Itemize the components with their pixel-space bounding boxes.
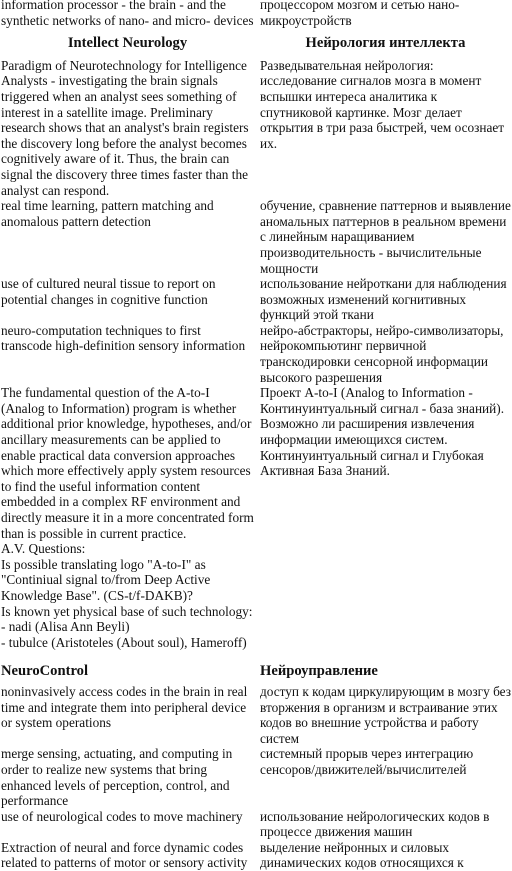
row-text-en: use of neurological codes to move machinery [1,808,243,824]
row-text-en: neuro-computation techniques to first transcode high-definition sensory information [1,322,246,354]
table-row [0,276,512,323]
table-row [0,58,512,198]
row-text-ru: Проект A-to-I (Analog to Information - Континуинтуальный сигнал - база знаний). Возможно ли расширения извлечения информации имеющихся систем. Континуинтуальный сигнал и Глубокая Активная База Знаний. [260,385,508,479]
section-title-en: NeuroControl [1,663,89,680]
section-title-ru: Нейрология интеллекта [305,35,466,52]
table-row [0,746,512,808]
row-text-ru: обучение, сравнение паттернов и выявление аномальных паттернов в реальном времени с линейным наращиванием производительность - вычислительные мощности [260,198,511,276]
table-row [0,323,512,385]
row-text-ru: системный прорыв через интеграцию сенсоров/движителей/вычислителей [260,746,477,777]
row-text-ru: доступ к кодам циркулирующим в мозгу без вторжения в организм и встраивание этих кодов во внешние устройства и работу систем [260,683,511,746]
table-row [0,684,512,746]
section-heading-row [0,662,512,684]
row-text-en: Paradigm of Neurotechnology for Intelligence Analysts - investigating the brain signals triggered when an analyst sees something of interest in a satellite image. Preliminary research shows that an analyst's brain registers the discovery long before the analyst becomes cognitively aware of it. Thus, the brain can signal the discovery three times faster than the analyst can respond. [1,57,252,198]
intro-row [0,0,512,28]
table-row [0,385,512,650]
row-text-ru: использование нейрологических кодов в процессе движения машин [260,808,493,840]
row-text-en: Extraction of neural and force dynamic codes related to patterns of motor or sensory activity [1,839,248,871]
row-text-en: merge sensing, actuating, and computing in order to realize new systems that bring enhanced levels of perception, control, and performance [1,746,236,809]
row-text-en: real time learning, pattern matching and anomalous pattern detection [1,198,217,229]
row-text-en: noninvasively access codes in the brain in real time and integrate them into peripheral device or system operations [1,683,251,731]
row-text-ru: выделение нейронных и силовых динамических кодов относящихся к [260,839,464,871]
table-row [0,809,512,840]
section-title-ru: Нейроуправление [260,663,378,680]
row-text-en: use of cultured neural tissue to report on potential changes in cognitive function [1,276,219,307]
row-text-ru: использование нейроткани для наблюдения возможных изменений когнитивных функций этой ткани [260,276,510,323]
row-text-ru: нейро-абстракторы, нейро-символизаторы, нейрокомпьютинг первичной транскодировки сенсорной информации высокого разрешения [260,322,507,385]
table-row [0,840,512,871]
section-heading-row [0,28,512,58]
row-text-ru: Разведывательная нейрология: исследование сигналов мозга в момент вспышки интереса аналитика к спутниковой картинке. Мозг делает открытия в три раза быстрей, чем осознает их. [260,57,508,151]
table-row [0,198,512,276]
row-text-en: The fundamental question of the A-to-I (Analog to Information) program is whether additional prior knowledge, hypotheses, and/or ancillary measurements can be applied to enable practical data conversion approaches which more effectively apply system resources to find the useful information content embedded in a complex RF environment and directly measure it in a more concentrated form than is possible in current practice. A.V. Questions: Is possible translating logo "A-to-I" as "Continiual signal to/from Deep Active Knowledge Base". (CS-t/f-DAKB)? Is known yet physical base of such technology: - nadi (Alisa Ann Beyli) - tubulce (Aristoteles (About soul), Hameroff) [1,385,254,650]
section-title-en: Intellect Neurology [67,35,188,52]
intro-text-ru: процессором мозгом и сетью нано-микроустройств [260,0,460,28]
intro-text-en: information processor - the brain - and the synthetic networks of nano- and micro- devices [1,0,254,28]
